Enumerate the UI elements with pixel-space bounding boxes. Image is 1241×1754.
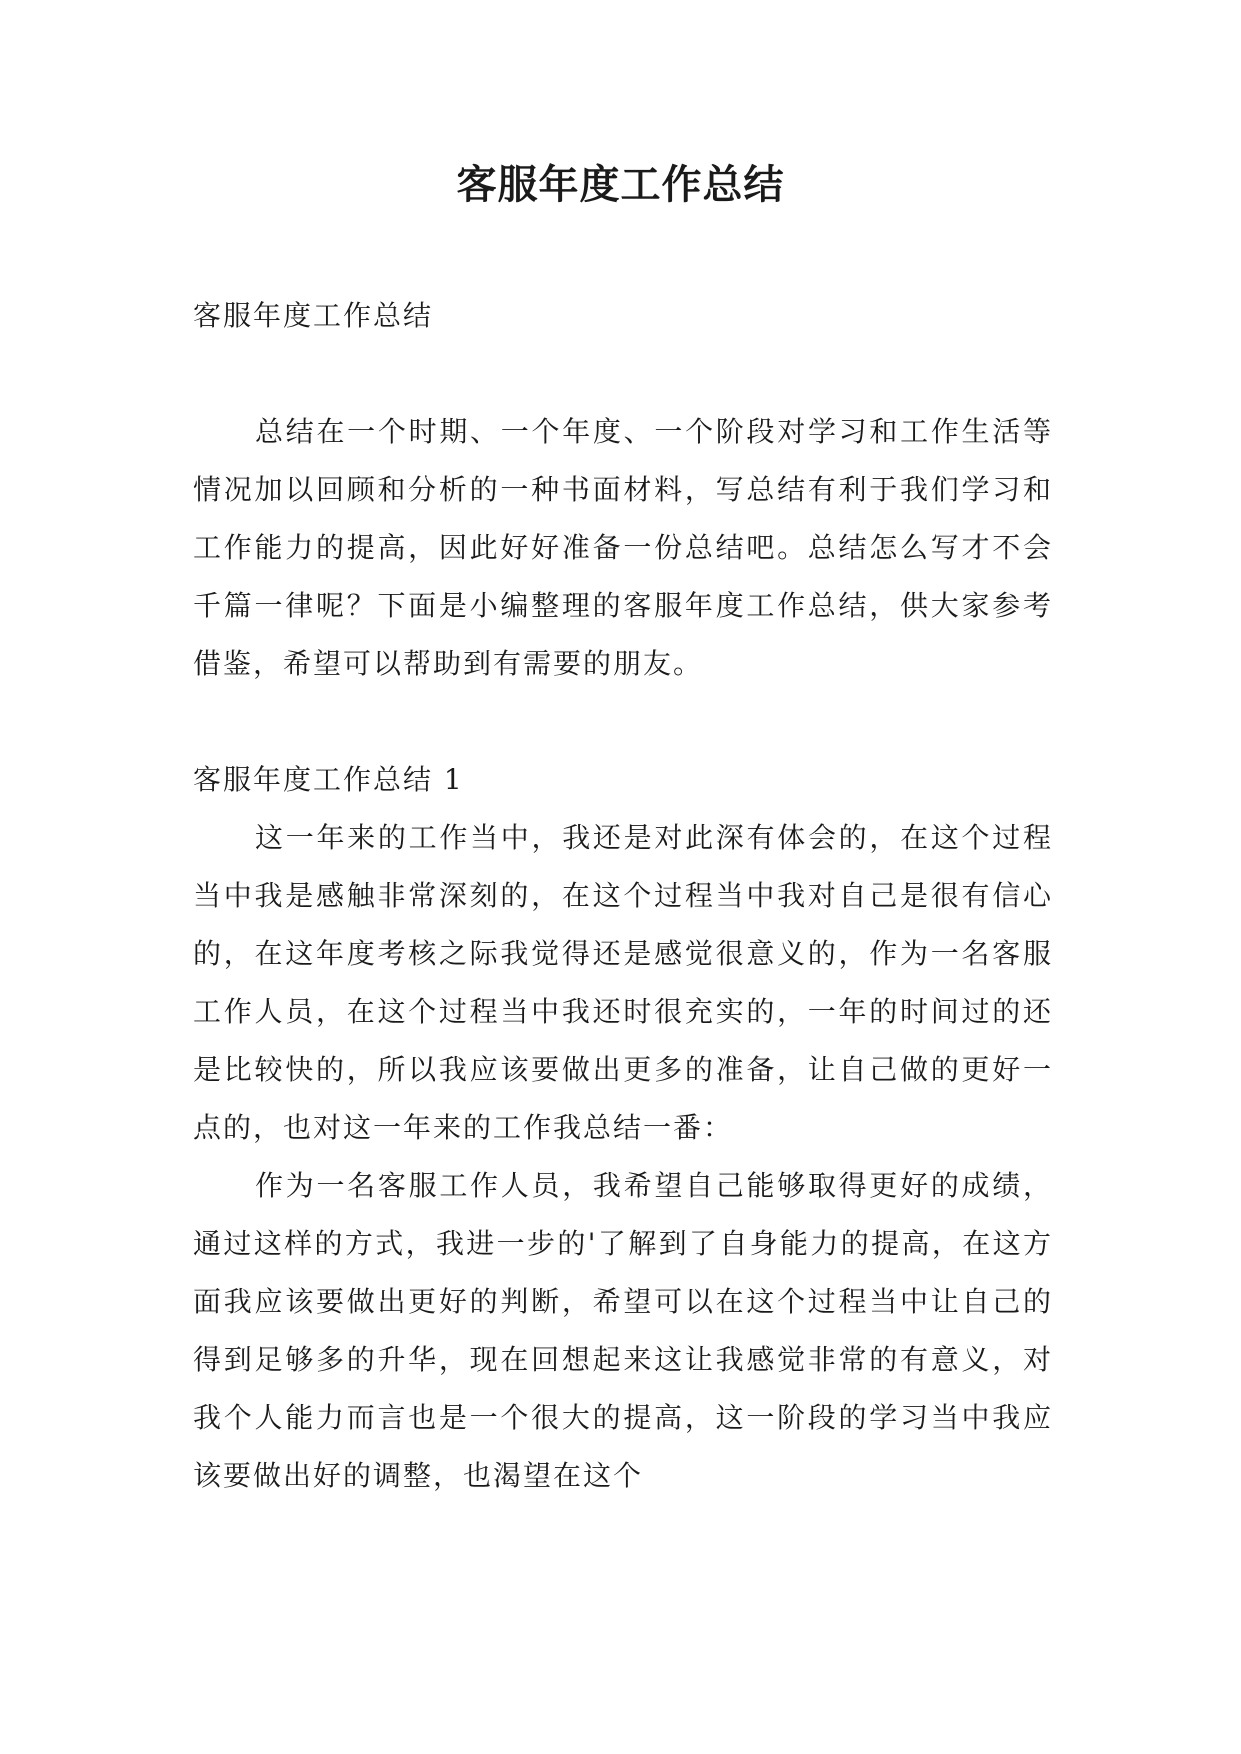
- intro-paragraph: 总结在一个时期、一个年度、一个阶段对学习和工作生活等情况加以回顾和分析的一种书面材料，写总结有利于我们学习和工作能力的提高，因此好好准备一份总结吧。总结怎么写才不会千篇一律呢？下面是小编整理的客服年度工作总结，供大家参考借鉴，希望可以帮助到有需要的朋友。: [193, 415, 1053, 680]
- document-subtitle: 客服年度工作总结: [193, 299, 434, 332]
- document-title: 客服年度工作总结: [456, 162, 785, 208]
- spacer: [193, 693, 1053, 751]
- body-paragraph: 这一年来的工作当中，我还是对此深有体会的，在这个过程当中我是感触非常深刻的，在这个过程当中我对自己是很有信心的，在这年度考核之际我觉得还是感觉很意义的，作为一名客服工作人员，在这个过程当中我还时很充实的，一年的时间过的还是比较快的，所以我应该要做出更多的准备，让自己做的更好一点的，也对这一年来的工作我总结一番：: [193, 821, 1053, 1144]
- spacer: [193, 345, 1053, 403]
- body-paragraph: 作为一名客服工作人员，我希望自己能够取得更好的成绩，通过这样的方式，我进一步的'了解到了自身能力的提高，在这方面我应该要做出更好的判断，希望可以在这个过程当中让自己的得到足够多的升华，现在回想起来这让我感觉非常的有意义，对我个人能力而言也是一个很大的提高，这一阶段的学习当中我应该要做出好的调整，也渴望在这个: [193, 1169, 1053, 1492]
- document-body: [193, 287, 1053, 1505]
- section-heading: 客服年度工作总结 1: [193, 763, 464, 796]
